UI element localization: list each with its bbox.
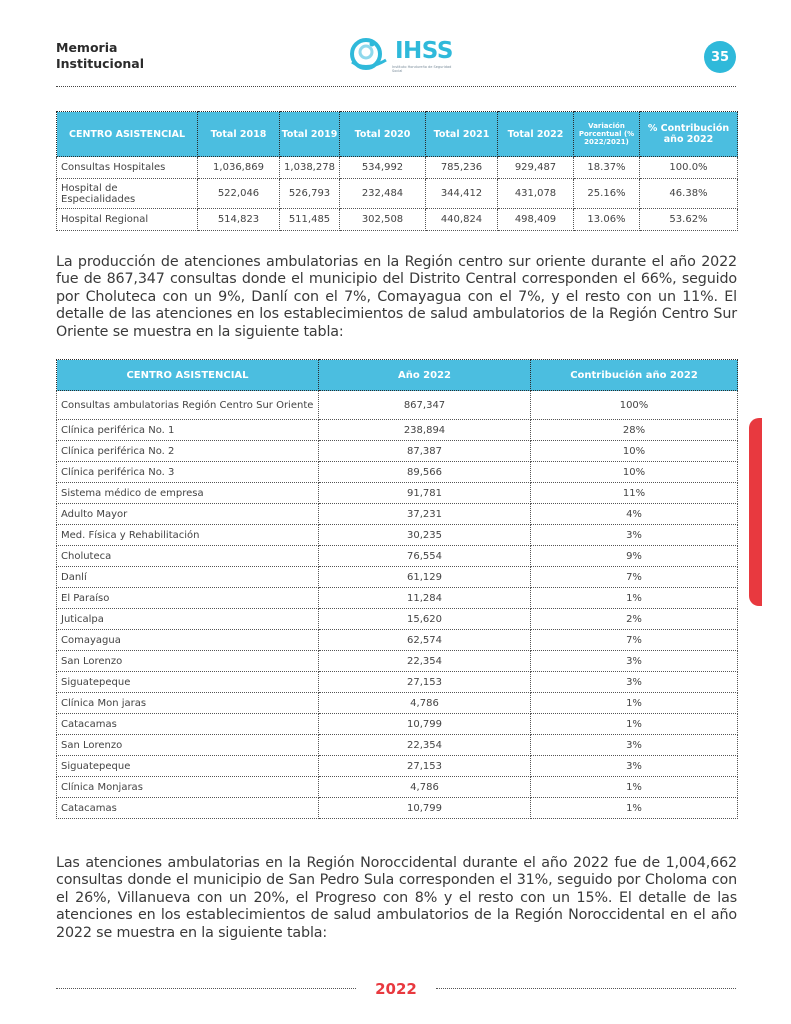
table-row	[57, 462, 738, 483]
header-divider	[56, 86, 736, 87]
column-header: Contribución año 2022	[531, 360, 738, 391]
table-cell: 30,235	[319, 525, 531, 546]
table-cell: Consultas ambulatorias Región Centro Sur Oriente	[57, 391, 319, 420]
table-row	[57, 609, 738, 630]
table-cell: Juticalpa	[57, 609, 319, 630]
table-cell: 37,231	[319, 504, 531, 525]
table-cell: 534,992	[340, 157, 426, 179]
table-cell: 22,354	[319, 735, 531, 756]
table-cell: 15,620	[319, 609, 531, 630]
table-cell: 62,574	[319, 630, 531, 651]
table-cell: Hospital Regional	[57, 209, 198, 231]
table-cell: Siguatepeque	[57, 672, 319, 693]
document-title	[56, 40, 144, 72]
table-cell: 22,354	[319, 651, 531, 672]
table-cell: 4,786	[319, 777, 531, 798]
table-row	[57, 714, 738, 735]
table-cell: Catacamas	[57, 714, 319, 735]
table-cell: Siguatepeque	[57, 756, 319, 777]
table-cell: 1%	[531, 714, 738, 735]
table-cell: Clínica periférica No. 1	[57, 420, 319, 441]
table-row	[57, 391, 738, 420]
table-cell: San Lorenzo	[57, 651, 319, 672]
table-cell: 46.38%	[640, 179, 738, 209]
page-number-badge: 35	[704, 41, 736, 73]
column-header: Total 2019	[280, 112, 340, 157]
table-row	[57, 588, 738, 609]
table-cell: 25.16%	[574, 179, 640, 209]
table-cell: 53.62%	[640, 209, 738, 231]
table-cell: Choluteca	[57, 546, 319, 567]
table-cell: 1%	[531, 777, 738, 798]
table-row	[57, 630, 738, 651]
table-cell: 3%	[531, 651, 738, 672]
column-header: CENTRO ASISTENCIAL	[57, 112, 198, 157]
table-cell: 526,793	[280, 179, 340, 209]
table-cell: 27,153	[319, 672, 531, 693]
logo-subtitle: Instituto Hondureño de Seguridad Social	[392, 65, 452, 73]
region-centro-sur-oriente-table	[56, 359, 738, 819]
table-cell: 929,487	[498, 157, 574, 179]
table-cell: 440,824	[426, 209, 498, 231]
table-cell: 10,799	[319, 798, 531, 819]
paragraph-region-noroccidental: Las atenciones ambulatorias en la Región Noroccidental durante el año 2022 fue de 1,004,662 consultas donde el municipio de San Pedro Sula corresponden el 31%, seguido por Choloma con el 26%, Villanueva con un 20%, el Progreso con 8% y el resto con un 15%. El detalle de las atenciones en los establecimientos de salud ambulatorios de la Región Noroccidental en el año 2022 se muestra en la siguiente tabla:	[56, 855, 737, 941]
table-cell: 27,153	[319, 756, 531, 777]
table-cell: 87,387	[319, 441, 531, 462]
table-cell: Clínica periférica No. 3	[57, 462, 319, 483]
table-row	[57, 735, 738, 756]
column-header: Total 2020	[340, 112, 426, 157]
table-cell: 89,566	[319, 462, 531, 483]
table-cell: Catacamas	[57, 798, 319, 819]
table-cell: San Lorenzo	[57, 735, 319, 756]
table-cell: 7%	[531, 567, 738, 588]
table-row	[57, 651, 738, 672]
table-cell: 13.06%	[574, 209, 640, 231]
table-cell: 91,781	[319, 483, 531, 504]
paragraph-region-centro-sur-oriente: La producción de atenciones ambulatorias en la Región centro sur oriente durante el año 2022 fue de 867,347 consultas donde el municipio del Distrito Central corresponden el 66%, seguido por Choluteca con un 9%, Danlí con el 7%, Comayagua con el 7%, y el resto con un 11%. El detalle de las atenciones en los establecimientos de salud ambulatorios de la Región Centro Sur Oriente se muestra en la siguiente tabla:	[56, 254, 737, 340]
hospital-totals-table	[56, 111, 738, 231]
table-cell: 238,894	[319, 420, 531, 441]
table-cell: Clínica Monjaras	[57, 777, 319, 798]
table-row	[57, 504, 738, 525]
table-cell: 11%	[531, 483, 738, 504]
table-cell: 18.37%	[574, 157, 640, 179]
table-cell: 100%	[531, 391, 738, 420]
table-cell: Hospital de Especialidades	[57, 179, 198, 209]
table-cell: El Paraíso	[57, 588, 319, 609]
table-cell: 498,409	[498, 209, 574, 231]
table-cell: 10%	[531, 462, 738, 483]
table-cell: Med. Física y Rehabilitación	[57, 525, 319, 546]
table-cell: 514,823	[198, 209, 280, 231]
table-row	[57, 798, 738, 819]
table-cell: Danlí	[57, 567, 319, 588]
table-cell: 100.0%	[640, 157, 738, 179]
table-row	[57, 693, 738, 714]
table-cell: 61,129	[319, 567, 531, 588]
table-row	[57, 525, 738, 546]
column-header: Total 2018	[198, 112, 280, 157]
table-cell: 28%	[531, 420, 738, 441]
title-line-2: Institucional	[56, 56, 145, 71]
column-header: Total 2021	[426, 112, 498, 157]
table-cell: 522,046	[198, 179, 280, 209]
table-cell: 511,485	[280, 209, 340, 231]
table-cell: 10,799	[319, 714, 531, 735]
table-cell: 2%	[531, 609, 738, 630]
table-row	[57, 567, 738, 588]
table-cell: Clínica Mon jaras	[57, 693, 319, 714]
table-row	[57, 777, 738, 798]
table-cell: 785,236	[426, 157, 498, 179]
column-header: Variación Porcentual (% 2022/2021)	[574, 112, 640, 157]
table-cell: 11,284	[319, 588, 531, 609]
table-row	[57, 483, 738, 504]
table-cell: 3%	[531, 672, 738, 693]
table-cell: Consultas Hospitales	[57, 157, 198, 179]
table-cell: 3%	[531, 525, 738, 546]
logo-text: IHSS	[395, 38, 453, 64]
table-cell: 431,078	[498, 179, 574, 209]
footer-divider-right	[436, 988, 736, 989]
table-row	[57, 672, 738, 693]
table-cell: 3%	[531, 756, 738, 777]
table-header-row	[57, 360, 738, 391]
table-cell: 7%	[531, 630, 738, 651]
footer-year: 2022	[375, 980, 417, 998]
column-header: CENTRO ASISTENCIAL	[57, 360, 319, 391]
table-cell: 76,554	[319, 546, 531, 567]
table-row	[57, 179, 738, 209]
table-cell: Sistema médico de empresa	[57, 483, 319, 504]
table-row	[57, 441, 738, 462]
table-cell: 1%	[531, 588, 738, 609]
column-header: Año 2022	[319, 360, 531, 391]
table-row	[57, 209, 738, 231]
footer-divider-left	[56, 988, 356, 989]
column-header: % Contribución año 2022	[640, 112, 738, 157]
title-line-1: Memoria	[56, 40, 118, 55]
table-cell: 232,484	[340, 179, 426, 209]
table-cell: Adulto Mayor	[57, 504, 319, 525]
table-cell: 4%	[531, 504, 738, 525]
table-row	[57, 756, 738, 777]
table-cell: 3%	[531, 735, 738, 756]
table-row	[57, 157, 738, 179]
table-cell: Comayagua	[57, 630, 319, 651]
table-cell: 1,036,869	[198, 157, 280, 179]
table-row	[57, 546, 738, 567]
table-cell: 1%	[531, 693, 738, 714]
table-cell: 1,038,278	[280, 157, 340, 179]
column-header: Total 2022	[498, 112, 574, 157]
table-cell: 9%	[531, 546, 738, 567]
table-cell: 10%	[531, 441, 738, 462]
table-row	[57, 420, 738, 441]
table-cell: Clínica periférica No. 2	[57, 441, 319, 462]
table-cell: 4,786	[319, 693, 531, 714]
table-header-row	[57, 112, 738, 157]
table-cell: 867,347	[319, 391, 531, 420]
table-cell: 344,412	[426, 179, 498, 209]
side-tab-marker	[749, 418, 762, 606]
table-cell: 302,508	[340, 209, 426, 231]
table-cell: 1%	[531, 798, 738, 819]
